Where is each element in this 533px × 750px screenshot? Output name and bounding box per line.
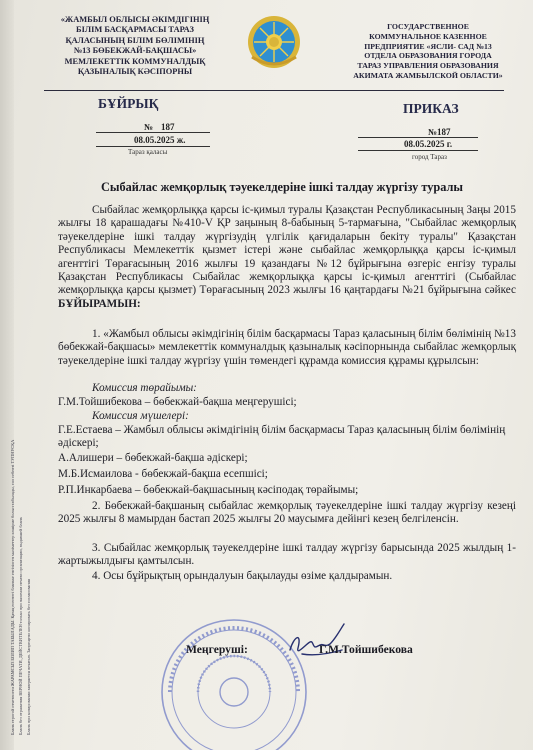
order-keyword: БҰЙЫРАМЫН: — [58, 297, 141, 310]
date-underline-kz — [96, 146, 210, 147]
member-1: Г.Е.Естаева – Жамбыл облысы әкімдігінің білім басқармасы Тараз қаласының білім бөлімінің әдіскері; — [58, 424, 506, 450]
margin-note-3: Бланк при копировании заверяется печатью. Запрещено копировать без согласования — [26, 579, 31, 735]
member-2: А.Алишери – бөбекжай-бақша әдіскері; — [58, 452, 248, 464]
order-date-kz: 08.05.2025 ж. — [134, 135, 186, 145]
chair-member: Г.М.Тойшибекова – бөбекжай-бақша меңгерушісі; — [58, 396, 297, 408]
header-left-kz: «ЖАМБЫЛ ОБЛЫСЫ ӘКІМДІГІНІҢ БІЛІМ БАСҚАРМАСЫ ТАРАЗ ҚАЛАСЫНЫҢ БІЛІМ БӨЛІМІНІҢ №13 БӨБЕКЖАЙ-БАҚШАСЫ» МЕМЛЕКЕТТІК КОММУНАЛДЫҚ ҚАЗЫНАЛЫҚ КӘСІПОРНЫ — [60, 15, 210, 77]
order-city-kz: Тараз қаласы — [128, 148, 168, 156]
members-label: Комиссия мүшелері: — [92, 410, 189, 422]
item-2-paragraph: 2. Бөбекжай-бақшаның сыбайлас жемқорлық тәуекелдеріне ішкі талдау жүргізу кезеңі 2025 жылғы 8 мамырдан бастап 2025 жылғы 20 маусымға дейінгі кезең белгіленсін. — [58, 500, 516, 526]
chair-label: Комиссия төрайымы: — [92, 382, 197, 394]
order-title-kz: БҰЙРЫҚ — [98, 96, 159, 111]
member-3: М.Б.Исмаилова - бөбекжай-бақша есепшісі; — [58, 468, 268, 480]
order-number-kz: № 187 — [144, 122, 175, 132]
item-1-paragraph: 1. «Жамбыл облысы әкімдігінің білім басқармасы Тараз қаласының білім бөлімінің №13 бөбекжай-бақшасы» мемлекеттік коммуналдық қазыналық кәсіпорнында сыбайлас жемқорлық тәуекелдеріне ішкі талдау жүргізу үшін төмендегі құрамда комиссия құрамы құрылсын: — [58, 328, 516, 367]
order-number-ru: №187 — [428, 127, 451, 137]
margin-note-1: Бланк строгой отчетности ЖАРАМСЫЗ БОЛИП ТАБЫЛАДЫ. Қатаң есептегі бланкке енгізілген мәліметтер көшірме болып табылады, сол себепті ТУПНУСҚА — [10, 439, 15, 735]
order-city-ru: город Тараз — [412, 153, 447, 161]
date-underline-ru — [358, 150, 478, 151]
signature-name: Г.М.Тойшибекова — [319, 643, 413, 656]
signature-position: Меңгеруші: — [186, 643, 248, 656]
intro-paragraph: Сыбайлас жемқорлыққа қарсы іс-қимыл туралы Қазақстан Республикасының Заңы 2015 жылғы 18 қарашадағы №410-V ҚР заңының 8-бабының 5-тармағына, "Сыбайлас жемқорлық тәуекелдеріне ішкі талдау жүргізудің үлгілік қағидаларын бекіту туралы" Қазақстан Республикасы Мемлекеттік қызмет істері және сыбайлас жемқорлыққа қарсы іс-қимыл агенттігі Төрағасының 2016 жылғы 19 қазандағы №12 бұйрығына өзгеріс енгізу туралы Қазақстан Республикасы Сыбайлас жемқорлыққа қарсы іс-қимыл агенттігі (Сыбайлас жемқорлыққа қарсы қызмет) Төрағасының 2023 жылғы 16 қаңтардағы №21 бұйрығына сәйкес БҰЙЫРАМЫН: — [58, 204, 516, 310]
margin-note-2: Бланк без отражения ВЕРНОЙ ПЕЧАТИ, ДЕЙСТВИТЕЛЕН только при наличии печати организации, выдавшей бланк — [18, 517, 23, 735]
number-underline-ru — [358, 137, 478, 138]
member-4: Р.П.Инкарбаева – бөбекжай-бақшасының кәсіподақ төрайымы; — [58, 484, 359, 496]
order-date-ru: 08.05.2025 г. — [404, 139, 453, 149]
header-divider — [44, 90, 504, 91]
handwritten-signature-icon — [284, 620, 348, 664]
number-underline-kz — [96, 132, 210, 133]
state-emblem-icon — [247, 13, 301, 71]
order-title-ru: ПРИКАЗ — [403, 101, 459, 116]
item-4-paragraph: 4. Осы бұйрықтың орындалуын бақылауды өзіме қалдырамын. — [92, 570, 393, 582]
document-title: Сыбайлас жемқорлық тәуекелдеріне ішкі талдау жүргізу туралы — [101, 180, 463, 194]
header-right-ru: ГОСУДАРСТВЕННОЕ КОММУНАЛЬНОЕ КАЗЕННОЕ ПРЕДПРИЯТИЕ «ЯСЛИ- САД №13 ОТДЕЛА ОБРАЗОВАНИЯ ГОРОДА ТАРАЗ УПРАВЛЕНИЯ ОБРАЗОВАНИЯ АКИМАТА ЖАМБЫЛСКОЙ ОБЛАСТИ» — [353, 22, 503, 80]
item-3-paragraph: 3. Сыбайлас жемқорлық тәуекелдеріне ішкі талдау жүргізу барысында 2025 жылдың 1- жартыжылдығы қамтылсын. — [58, 542, 516, 568]
